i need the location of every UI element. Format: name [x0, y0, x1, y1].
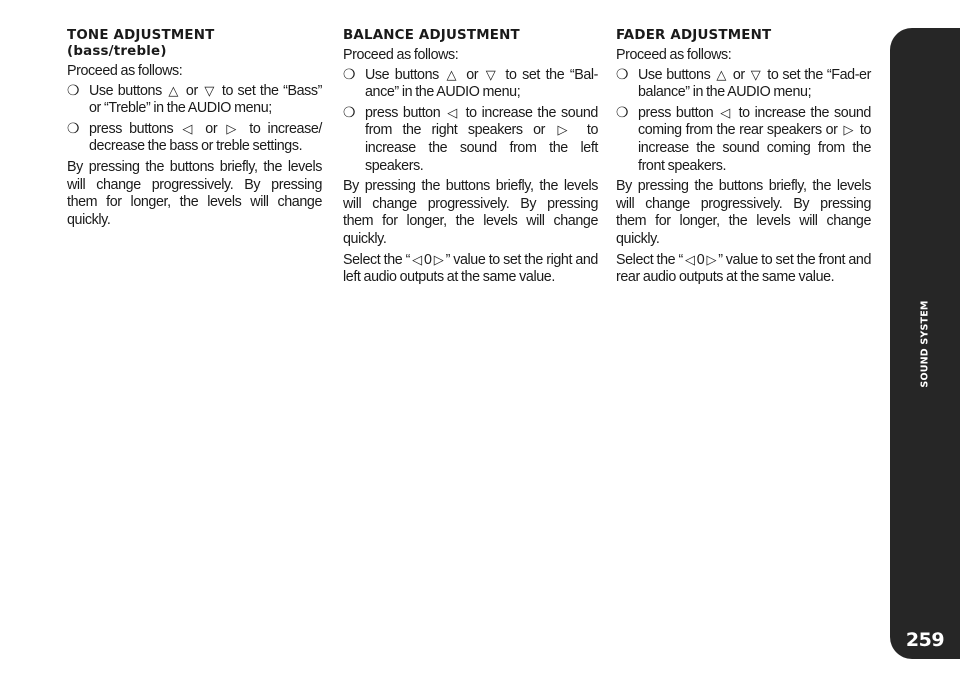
down-arrow-icon: ▽ — [750, 67, 762, 83]
left-arrow-icon: ◁ — [182, 121, 197, 137]
right-arrow-icon: ▷ — [706, 252, 717, 268]
tone-title-line2: (bass/treble) — [67, 44, 167, 59]
tone-intro: Proceed as follows: — [67, 63, 183, 79]
fader-steps-list — [616, 67, 871, 176]
bullet-circle-icon: ❍ — [616, 66, 629, 83]
balance-steps-list — [343, 67, 598, 176]
left-arrow-icon: ◁ — [684, 252, 695, 268]
fader-adjustment-title: FADER ADJUSTMENT — [616, 28, 772, 43]
tone-adjustment-title — [67, 28, 322, 60]
chapter-tab — [890, 28, 960, 659]
balance-select-paragraph: Select the “ ◁ 0 ▷ ” value to set the right and left audio outputs at the same value. — [343, 251, 598, 286]
list-item: ❍ Use buttons △ or ▽ to set the “Fad-er balance” in the AUDIO menu; — [616, 66, 871, 101]
fader-adjustment-section — [616, 28, 871, 287]
list-item: ❍ press buttons ◁ or ▷ to increase/ decrease the bass or treble settings. — [67, 120, 322, 155]
bullet-circle-icon: ❍ — [343, 66, 356, 83]
bullet-circle-icon: ❍ — [67, 82, 80, 99]
left-arrow-icon: ◁ — [720, 105, 732, 121]
list-item: ❍ Use buttons △ or ▽ to set the “Bass” or “Treble” in the AUDIO menu; — [67, 82, 323, 117]
balance-adjustment-section — [343, 28, 598, 287]
balance-adjustment-title: BALANCE ADJUSTMENT — [343, 28, 520, 43]
fader-paragraph: By pressing the buttons briefly, the levels will change progressively. By pressing them for longer, the levels will change quickly. — [616, 178, 871, 247]
list-item: ❍ press button ◁ to increase the sound from the right speakers or ▷ to increase the sound from the left speakers. — [343, 104, 598, 174]
fader-intro: Proceed as follows: — [616, 47, 732, 63]
bullet-circle-icon: ❍ — [343, 104, 356, 121]
tone-steps-list — [67, 83, 322, 156]
down-arrow-icon: ▽ — [485, 67, 498, 83]
left-arrow-icon: ◁ — [447, 105, 459, 121]
down-arrow-icon: ▽ — [204, 83, 216, 99]
tone-adjustment-section — [67, 28, 322, 229]
balance-paragraph: By pressing the buttons briefly, the levels will change progressively. By pressing them for longer, the levels will change quickly. — [343, 178, 598, 247]
list-item: ❍ press button ◁ to increase the sound coming from the rear speakers or ▷ to increase the sound coming from the front speakers. — [616, 104, 871, 174]
right-arrow-icon: ▷ — [557, 123, 575, 139]
up-arrow-icon: △ — [168, 83, 180, 99]
bullet-circle-icon: ❍ — [67, 120, 80, 137]
tone-title-line1: TONE ADJUSTMENT — [67, 28, 215, 43]
right-arrow-icon: ▷ — [843, 123, 854, 139]
up-arrow-icon: △ — [716, 67, 727, 83]
up-arrow-icon: △ — [446, 67, 459, 83]
tone-paragraph: By pressing the buttons briefly, the levels will change progressively. By pressing them for longer, the levels will change quickly. — [67, 158, 322, 228]
page-number: 259 — [905, 629, 945, 651]
chapter-label: SOUND SYSTEM — [919, 299, 931, 388]
balance-intro: Proceed as follows: — [343, 47, 459, 63]
left-arrow-icon: ◁ — [411, 252, 422, 268]
right-arrow-icon: ▷ — [433, 252, 444, 268]
right-arrow-icon: ▷ — [226, 121, 241, 137]
list-item: ❍ Use buttons △ or ▽ to set the “Bal-ance” in the AUDIO menu; — [343, 66, 599, 101]
fader-select-paragraph: Select the “ ◁ 0 ▷ ” value to set the front and rear audio outputs at the same value. — [616, 251, 872, 286]
bullet-circle-icon: ❍ — [616, 104, 629, 121]
